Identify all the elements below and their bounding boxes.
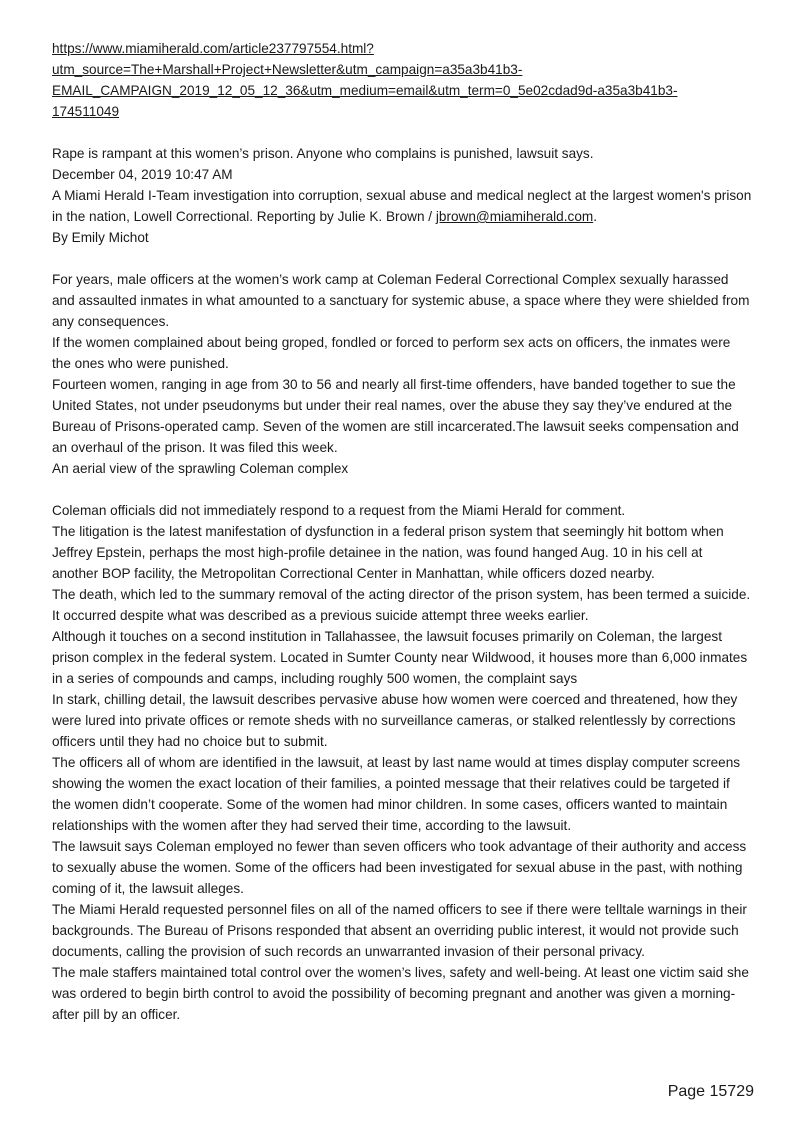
paragraph: Fourteen women, ranging in age from 30 to 56 and nearly all first-time offenders, have banded together to sue the United States, not under pseudonyms but under their real names, over the abuse they say they’ve endured at the Bureau of Prisons-operated camp. Seven of the women are still incarcerated.The lawsuit seeks compensation and an overhaul of the prison. It was filed this week. <box>52 377 739 455</box>
photo-caption <box>52 185 752 227</box>
paragraph: The litigation is the latest manifestation of dysfunction in a federal prison system that seemingly hit bottom when Jeffrey Epstein, perhaps the most high-profile detainee in the nation, was found hanged Aug. 10 in his cell at another BOP facility, the Metropolitan Correctional Center in Manhattan, while officers dozed nearby. <box>52 524 724 581</box>
source-url-line-2[interactable]: utm_source=The+Marshall+Project+Newsletter&utm_campaign=a35a3b41b3- <box>52 62 523 77</box>
spacer <box>52 248 752 269</box>
headline: Rape is rampant at this women’s prison. Anyone who complains is punished, lawsuit says. <box>52 146 594 161</box>
paragraph: The male staffers maintained total control over the women’s lives, safety and well-being. At least one victim said she was ordered to begin birth control to avoid the possibility of becoming pregnant and another was given a morning-after pill by an officer. <box>52 965 749 1022</box>
caption-end: . <box>593 209 597 224</box>
document-page <box>52 38 752 1025</box>
paragraph: In stark, chilling detail, the lawsuit describes pervasive abuse how women were coerced and threatened, how they were lured into private offices or remote sheds with no surveillance cameras, or stalked relentlessly by corrections officers until they had no choice but to submit. <box>52 692 738 749</box>
caption-text: A Miami Herald I-Team investigation into corruption, sexual abuse and medical neglect at the largest women's prison in the nation, Lowell Correctional. Reporting by Julie K. Brown / <box>52 188 752 224</box>
source-url-line-1[interactable]: https://www.miamiherald.com/article237797554.html? <box>52 41 374 56</box>
paragraph: The officers all of whom are identified in the lawsuit, at least by last name would at times display computer screens showing the women the exact location of their families, a pointed message that their relatives could be targeted if the women didn’t cooperate. Some of the women had minor children. In some cases, officers wanted to maintain relationships with the women after they had served their time, according to the lawsuit. <box>52 755 741 833</box>
spacer <box>52 479 752 500</box>
paragraph: The lawsuit says Coleman employed no fewer than seven officers who took advantage of their authority and access to sexually abuse the women. Some of the officers had been investigated for sexual abuse in the past, with nothing coming of it, the lawsuit alleges. <box>52 839 747 896</box>
paragraph: The death, which led to the summary removal of the acting director of the prison system, has been termed a suicide. It occurred despite what was described as a previous suicide attempt three weeks earlier. <box>52 587 751 623</box>
paragraph: Coleman officials did not immediately respond to a request from the Miami Herald for comment. <box>52 503 626 518</box>
paragraph: For years, male officers at the women’s work camp at Coleman Federal Correctional Complex sexually harassed and assaulted inmates in what amounted to a sanctuary for systemic abuse, a space where they were shielded from any consequences. <box>52 272 750 329</box>
dateline: December 04, 2019 10:47 AM <box>52 167 233 182</box>
source-url-line-3[interactable]: EMAIL_CAMPAIGN_2019_12_05_12_36&utm_medium=email&utm_term=0_5e02cdad9d-a35a3b41b3- <box>52 83 678 98</box>
paragraph: Although it touches on a second institution in Tallahassee, the lawsuit focuses primarily on Coleman, the largest prison complex in the federal system. Located in Sumter County near Wildwood, it houses more than 6,000 inmates in a series of compounds and camps, including roughly 500 women, the complaint says <box>52 629 748 686</box>
paragraph: If the women complained about being groped, fondled or forced to perform sex acts on officers, the inmates were the ones who were punished. <box>52 335 731 371</box>
page-number: Page 15729 <box>667 1083 754 1100</box>
email-link[interactable]: jbrown@miamiherald.com <box>435 209 594 224</box>
source-url-line-4[interactable]: 174511049 <box>52 104 120 119</box>
byline: By Emily Michot <box>52 230 149 245</box>
paragraph: The Miami Herald requested personnel files on all of the named officers to see if there were telltale warnings in their backgrounds. The Bureau of Prisons responded that absent an overriding public interest, it would not provide such documents, calling the provision of such records an unwarranted invasion of their personal privacy. <box>52 902 747 959</box>
image-caption: An aerial view of the sprawling Coleman complex <box>52 461 349 476</box>
source-url[interactable] <box>52 38 752 122</box>
